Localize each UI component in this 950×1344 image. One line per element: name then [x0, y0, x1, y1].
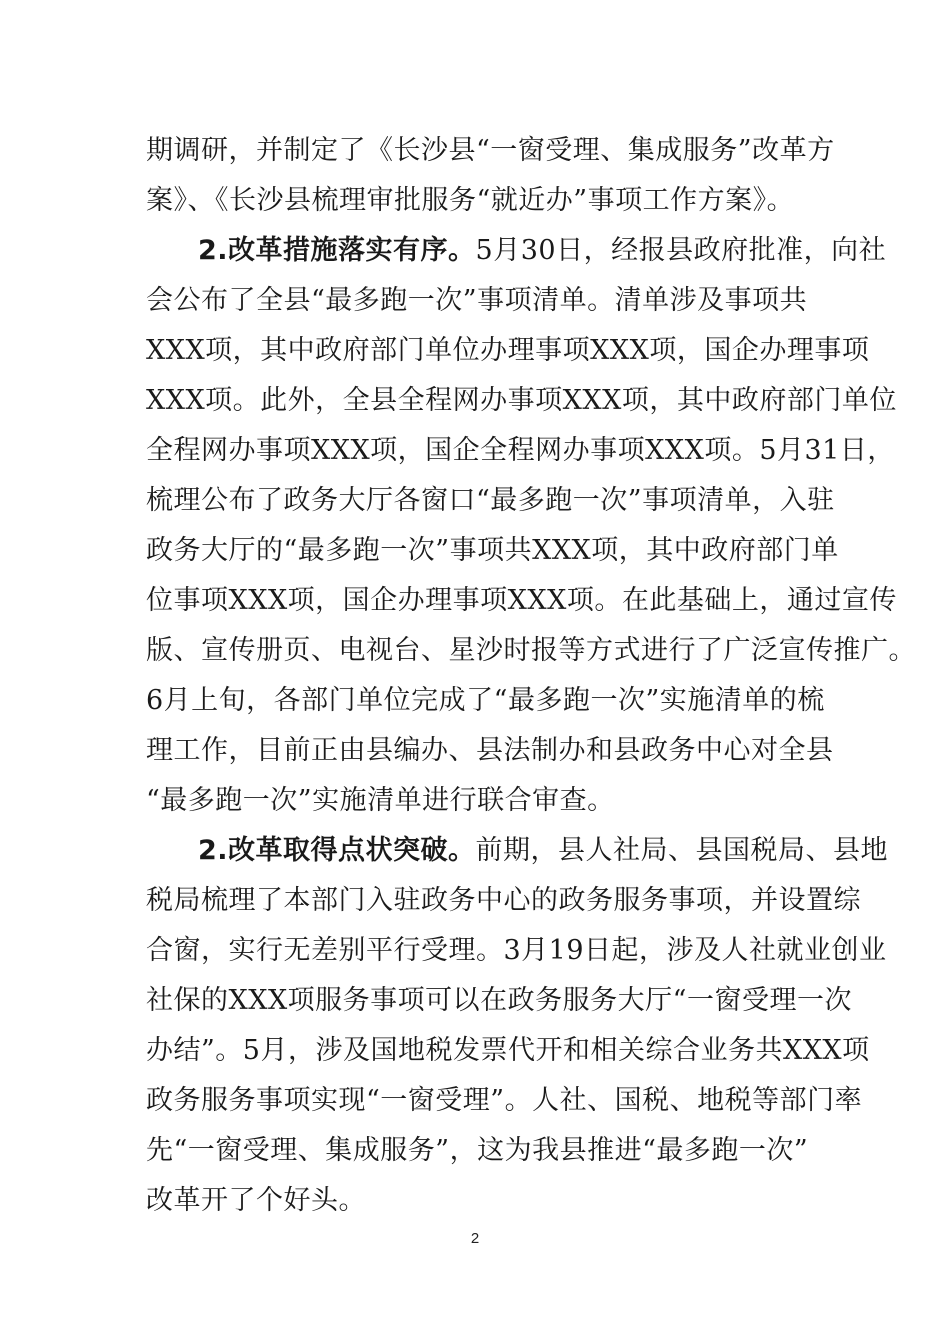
paragraph-line: 6月上旬，各部门单位完成了“最多跑一次”实施清单的梳	[146, 685, 825, 716]
paragraph-line: 政务大厅的“最多跑一次”事项共XXX项，其中政府部门单	[146, 535, 839, 566]
paragraph-line: 全程网办事项XXX项，国企全程网办事项XXX项。5月31日，	[146, 435, 895, 466]
paragraph-line: 先“一窗受理、集成服务”，这为我县推进“最多跑一次”	[146, 1135, 809, 1166]
section-heading: 2.改革取得点状突破。	[198, 835, 476, 866]
paragraph-line: 期调研，并制定了《长沙县“一窗受理、集成服务”改革方	[146, 135, 835, 166]
paragraph-line: XXX项，其中政府部门单位办理事项XXX项，国企办理事项	[146, 335, 870, 366]
paragraph-first-line	[198, 835, 889, 867]
paragraph-line: 税局梳理了本部门入驻政务中心的政务服务事项，并设置综	[146, 885, 861, 916]
paragraph-line: 办结”。5月，涉及国地税发票代开和相关综合业务共XXX项	[146, 1035, 870, 1066]
paragraph-line: 合窗，实行无差别平行受理。3月19日起，涉及人社就业创业	[146, 935, 887, 966]
paragraph-line: 案》、《长沙县梳理审批服务“就近办”事项工作方案》。	[146, 185, 795, 216]
paragraph-line: XXX项。此外，全县全程网办事项XXX项，其中政府部门单位	[146, 385, 897, 416]
paragraph-first-line	[198, 235, 887, 267]
section-heading: 2.改革措施落实有序。	[198, 235, 476, 266]
paragraph-text: 前期，县人社局、县国税局、县地	[475, 835, 889, 866]
paragraph-line: 理工作，目前正由县编办、县法制办和县政务中心对全县	[146, 735, 834, 766]
paragraph-line: “最多跑一次”实施清单进行联合审查。	[146, 785, 615, 816]
paragraph-line: 版、宣传册页、电视台、星沙时报等方式进行了广泛宣传推广。	[146, 635, 916, 666]
paragraph-line: 位事项XXX项，国企办理事项XXX项。在此基础上，通过宣传	[146, 585, 897, 616]
paragraph-line: 会公布了全县“最多跑一次”事项清单。清单涉及事项共	[146, 285, 808, 316]
paragraph-line: 社保的XXX项服务事项可以在政务服务大厅“一窗受理一次	[146, 985, 852, 1016]
page-number: 2	[470, 1230, 480, 1247]
paragraph-text: 5月30日，经报县政府批准，向社	[475, 235, 887, 266]
paragraph-line: 政务服务事项实现“一窗受理”。人社、国税、地税等部门率	[146, 1085, 863, 1116]
paragraph-line: 改革开了个好头。	[146, 1185, 366, 1216]
paragraph-line: 梳理公布了政务大厅各窗口“最多跑一次”事项清单，入驻	[146, 485, 835, 516]
